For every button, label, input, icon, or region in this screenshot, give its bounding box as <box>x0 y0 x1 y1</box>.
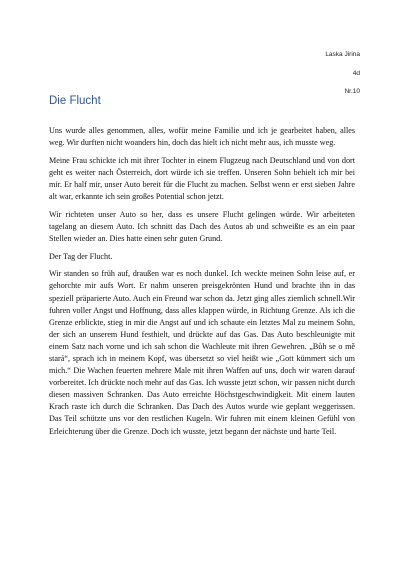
document-number: Nr.10 <box>344 88 360 95</box>
paragraph-3: Wir richteten unser Auto so her, dass es unsere Flucht gelingen würde. Wir arbeiteten tagelang an diesem Auto. Ich schnitt das Dach des Autos ab und schweißte es an ein paar Stellen wieder an. Dies hatte einen sehr guten Grund. <box>49 209 355 243</box>
author-name: Laska Jirina <box>325 51 360 58</box>
document-title: Die Flucht <box>49 95 101 107</box>
paragraph-5: Wir standen so früh auf, draußen war es noch dunkel. Ich weckte meinen Sohn leise auf, er gehorchte mir aufs Wort. Er nahm unseren preisgekrönten Hund und brachte ihn in das speziell präparierte Auto. Auch ein Freund war schon da. Jetzt ging alles ziemlich schnell.Wir fuhren voller Angst und Hoffnung, dass alles klappen würde, in Richtung Grenze. Als ich die Grenze erblickte, stieg in mir die Angst auf und ich schaute ein letztes Mal zu meinem Sohn, der sich an unserem Hund festhielt, und drückte auf das Gas. Das Auto beschleunigte mit einem Satz nach vorne und ich sah schon die Wachleute mit ihren Gewehren. „Bůh se o mě stará“, sprach ich in meinem Kopf, was übersetzt so viel heißt wie „Gott kümmert sich um mich.“ Die Wachen feuerten mehrere Male mit ihren Waffen auf uns, doch wir waren darauf vorbereitet. Ich drückte noch mehr auf das Gas. Ich wusste jetzt schon, wir passen nicht durch diesen massiven Schranken. Das Auto erreichte Höchstgeschwindigkeit. Mit einem lauten Krach raste ich durch die Schranken. Das Dach des Autos wurde wie geplant weggerissen. Das Teil schützte uns vor den restlichen Kugeln. Wir fuhren mit einem kleinen Gefühl von Erleichterung über die Grenze. Doch ich wusste, jetzt begann der nächste und harte Teil. <box>49 269 355 436</box>
paragraph-1: Uns wurde alles genommen, alles, wofür meine Familie und ich je gearbeitet haben, alles weg. Wir durften nicht woanders hin, doch das hielt ich nicht mehr aus, ich musste weg. <box>49 126 355 148</box>
paragraph-4: Der Tag der Flucht. <box>49 251 113 261</box>
paragraph-2: Meine Frau schickte ich mit ihrer Tochter in einem Flugzeug nach Deutschland und von dort geht es weiter nach Österreich, dort würde ich sie treffen. Unseren Sohn behielt ich mir bei mir. Er half mir, unser Auto bereit für die Flucht zu machen. Selbst wenn er erst sieben Jahre alt war, erkannte ich sein großes Potential schon jetzt. <box>49 155 355 202</box>
class-label: 4d <box>352 69 360 77</box>
document-header <box>325 46 360 102</box>
document-body <box>49 125 355 443</box>
